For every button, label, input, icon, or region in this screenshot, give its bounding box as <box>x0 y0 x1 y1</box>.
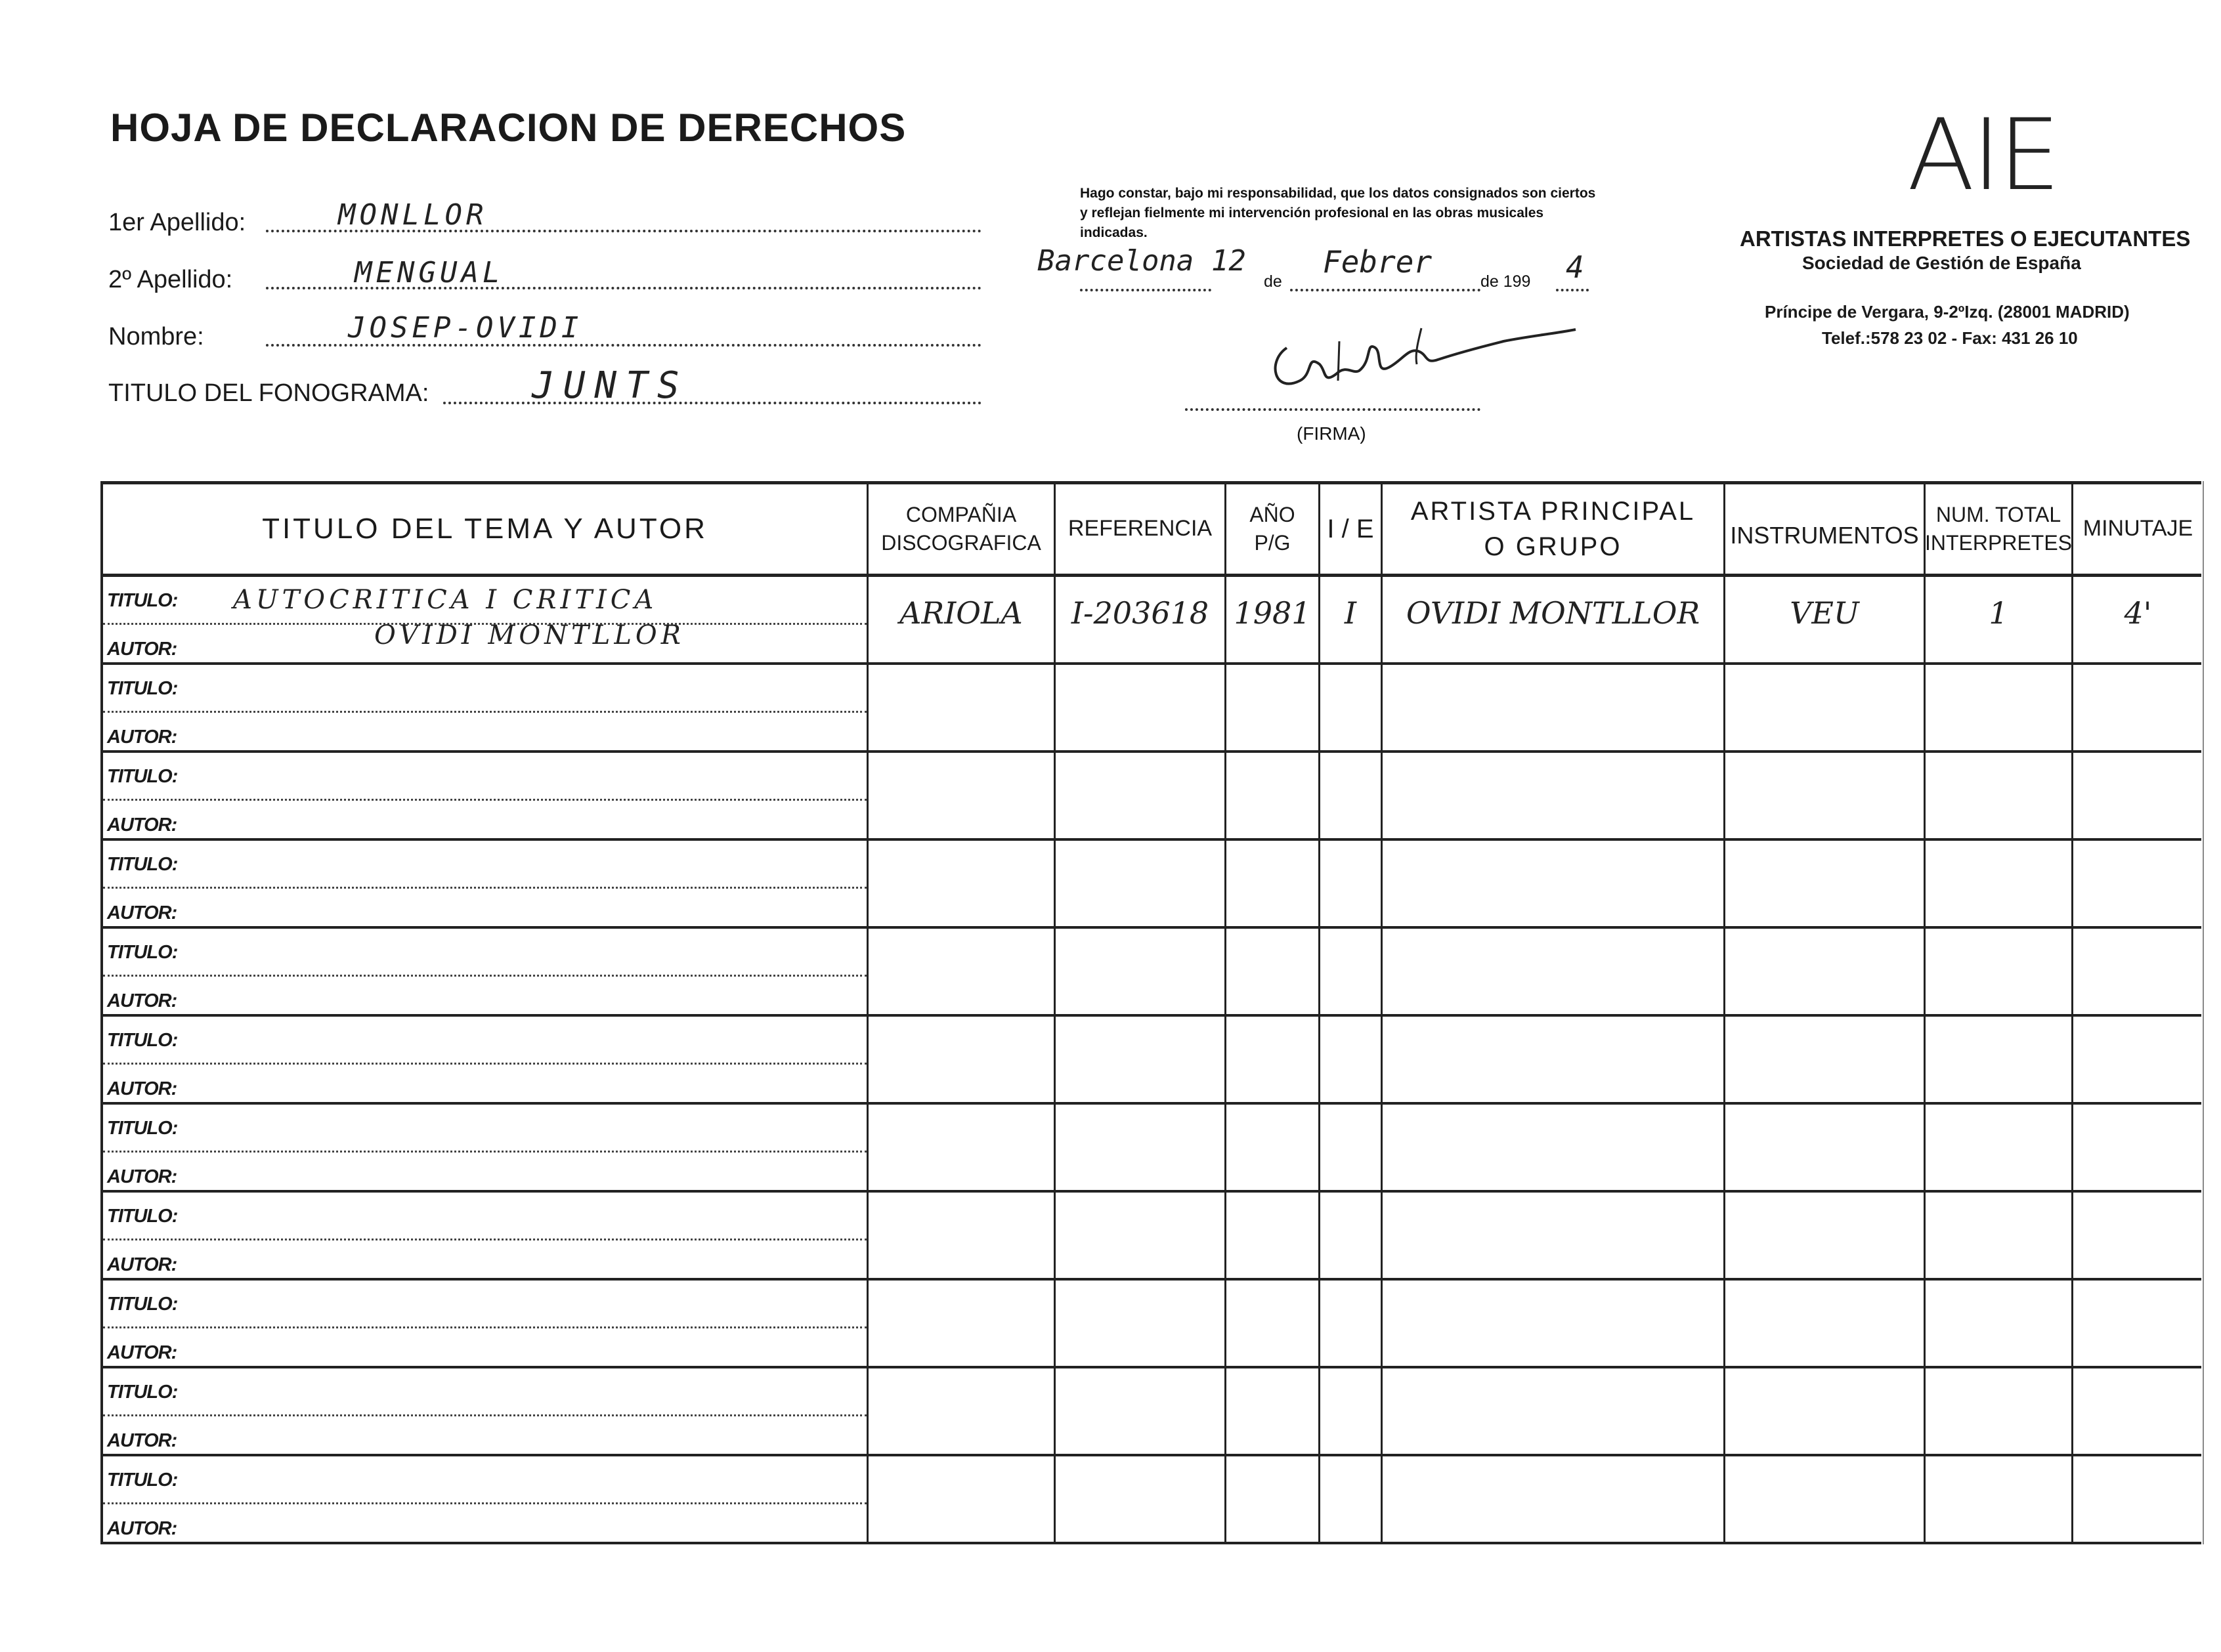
apellido1-label: 1er Apellido: <box>108 209 246 236</box>
organization-phone-fax: Telef.:578 23 02 - Fax: 431 26 10 <box>1822 328 2078 348</box>
row-autor-label: AUTOR: <box>107 990 177 1011</box>
row-bottom-border <box>100 1190 2201 1193</box>
header-artista-line1: ARTISTA PRINCIPAL <box>1410 497 1696 526</box>
header-num-total-line2: INTERPRETES <box>1924 531 2073 555</box>
row-dotted-separator <box>103 887 867 889</box>
titulo-fonograma-line <box>443 402 981 404</box>
row-titulo-label: TITULO: <box>107 1206 178 1227</box>
header-titulo-autor: TITULO DEL TEMA Y AUTOR <box>262 513 708 545</box>
row-artista-value[interactable]: OVIDI MONTLLOR <box>1406 595 1700 631</box>
signature-line <box>1185 408 1480 411</box>
row-bottom-border <box>100 750 2201 753</box>
col-sep-compania <box>867 481 869 1544</box>
row-autor-label: AUTOR: <box>107 1518 177 1539</box>
apellido2-label: 2º Apellido: <box>108 266 233 293</box>
row-bottom-border <box>100 1014 2201 1017</box>
aie-logo: AIE <box>1907 98 2058 213</box>
row-minutaje-value[interactable]: 4' <box>2124 595 2152 631</box>
row-dotted-separator <box>103 711 867 713</box>
nombre-value[interactable]: JOSEP-OVIDI <box>348 311 583 345</box>
table-right-border <box>2203 481 2204 1544</box>
row-bottom-border <box>100 1278 2201 1281</box>
row-autor-value[interactable]: OVIDI MONTLLOR <box>374 620 685 650</box>
document-title: HOJA DE DECLARACION DE DERECHOS <box>110 106 907 150</box>
row-autor-label: AUTOR: <box>107 639 177 660</box>
header-minutaje: MINUTAJE <box>2082 516 2193 541</box>
header-artista <box>1383 484 1723 574</box>
col-sep-referencia <box>1054 481 1056 1544</box>
row-bottom-border <box>100 1102 2201 1105</box>
row-instrumentos-value[interactable]: VEU <box>1790 595 1859 631</box>
col-sep-num-total <box>1924 481 1926 1544</box>
row-titulo-label: TITULO: <box>107 854 178 875</box>
row-referencia-value[interactable]: I-203618 <box>1071 595 1209 631</box>
year-line <box>1556 289 1589 291</box>
row-dotted-separator <box>103 1326 867 1328</box>
header-compania-line2: DISCOGRAFICA <box>881 531 1041 555</box>
row-bottom-border <box>100 926 2201 929</box>
row-dotted-separator <box>103 1063 867 1065</box>
col-sep-ano <box>1224 481 1226 1544</box>
titulo-fonograma-value[interactable]: JUNTS <box>532 364 689 407</box>
row-compania-value[interactable]: ARIOLA <box>899 595 1023 631</box>
row-bottom-border <box>100 1366 2201 1368</box>
row-dotted-separator <box>103 975 867 977</box>
row-ie-value[interactable]: I <box>1344 595 1357 631</box>
row-titulo-label: TITULO: <box>107 1030 178 1051</box>
row-bottom-border <box>100 1542 2201 1544</box>
header-ano-line1: AÑO <box>1249 502 1295 526</box>
row-num-total-value[interactable]: 1 <box>1989 595 2008 631</box>
apellido1-value[interactable]: MONLLOR <box>338 198 488 232</box>
row-autor-label: AUTOR: <box>107 1430 177 1451</box>
table-left-border <box>100 481 103 1544</box>
header-referencia: REFERENCIA <box>1067 516 1213 541</box>
header-num-total <box>1926 484 2071 574</box>
row-titulo-label: TITULO: <box>107 1382 178 1403</box>
row-autor-label: AUTOR: <box>107 1166 177 1187</box>
row-dotted-separator <box>103 1151 867 1153</box>
firma-label: (FIRMA) <box>1297 423 1366 444</box>
row-autor-label: AUTOR: <box>107 1342 177 1363</box>
row-titulo-value[interactable]: AUTOCRITICA I CRITICA <box>233 585 658 615</box>
row-titulo-label: TITULO: <box>107 766 178 787</box>
header-instrumentos: INSTRUMENTOS <box>1730 521 1919 549</box>
col-sep-artista <box>1381 481 1383 1544</box>
header-num-total-line1: NUM. TOTAL <box>1935 502 2061 526</box>
date-year-prefix: de 199 <box>1480 272 1531 291</box>
row-titulo-label: TITULO: <box>107 942 178 963</box>
month-line <box>1290 289 1480 291</box>
declaration-year-digit[interactable]: 4 <box>1566 249 1584 285</box>
organization-address: Príncipe de Vergara, 9-2ºIzq. (28001 MADRID) <box>1765 302 2130 322</box>
row-titulo-label: TITULO: <box>107 1470 178 1491</box>
row-dotted-separator <box>103 799 867 801</box>
header-compania <box>869 484 1054 574</box>
header-ie: I / E <box>1327 515 1374 543</box>
row-dotted-separator <box>103 1502 867 1504</box>
signature-scribble <box>1261 302 1589 407</box>
header-compania-line1: COMPAÑIA <box>905 502 1017 526</box>
nombre-label: Nombre: <box>108 323 204 350</box>
organization-subtitle: Sociedad de Gestión de España <box>1802 253 2081 273</box>
table-header-bottom-border <box>100 574 2201 577</box>
row-titulo-label: TITULO: <box>107 590 178 611</box>
titulo-fonograma-label: TITULO DEL FONOGRAMA: <box>108 379 429 407</box>
row-autor-label: AUTOR: <box>107 902 177 923</box>
row-bottom-border <box>100 1454 2201 1456</box>
col-sep-minutaje <box>2071 481 2073 1544</box>
row-dotted-separator <box>103 1414 867 1416</box>
apellido2-value[interactable]: MENGUAL <box>355 256 504 289</box>
row-titulo-label: TITULO: <box>107 1118 178 1139</box>
row-bottom-border <box>100 838 2201 841</box>
declaration-month[interactable]: Febrer <box>1323 244 1433 280</box>
row-dotted-separator <box>103 1239 867 1240</box>
organization-name: ARTISTAS INTERPRETES O EJECUTANTES <box>1740 226 2191 251</box>
date-de-label: de <box>1264 272 1282 291</box>
place-line <box>1080 289 1211 291</box>
row-titulo-label: TITULO: <box>107 1294 178 1315</box>
col-sep-ie <box>1318 481 1320 1544</box>
header-artista-line2: O GRUPO <box>1484 532 1622 561</box>
header-ano-line2: P/G <box>1254 531 1291 555</box>
declaration-place[interactable]: Barcelona 12 <box>1037 244 1246 278</box>
row-autor-label: AUTOR: <box>107 727 177 748</box>
header-ano <box>1226 484 1318 574</box>
declaration-text: Hago constar, bajo mi responsabilidad, que los datos consignados son ciertos y reflejan fielmente mi intervención profesional en las obras musicales indicadas. <box>1080 186 1596 240</box>
row-autor-label: AUTOR: <box>107 815 177 836</box>
col-sep-instrumentos <box>1723 481 1725 1544</box>
row-titulo-label: TITULO: <box>107 678 178 699</box>
row-ano-value[interactable]: 1981 <box>1234 595 1311 631</box>
row-autor-label: AUTOR: <box>107 1254 177 1275</box>
row-bottom-border <box>100 662 2201 665</box>
row-autor-label: AUTOR: <box>107 1078 177 1099</box>
